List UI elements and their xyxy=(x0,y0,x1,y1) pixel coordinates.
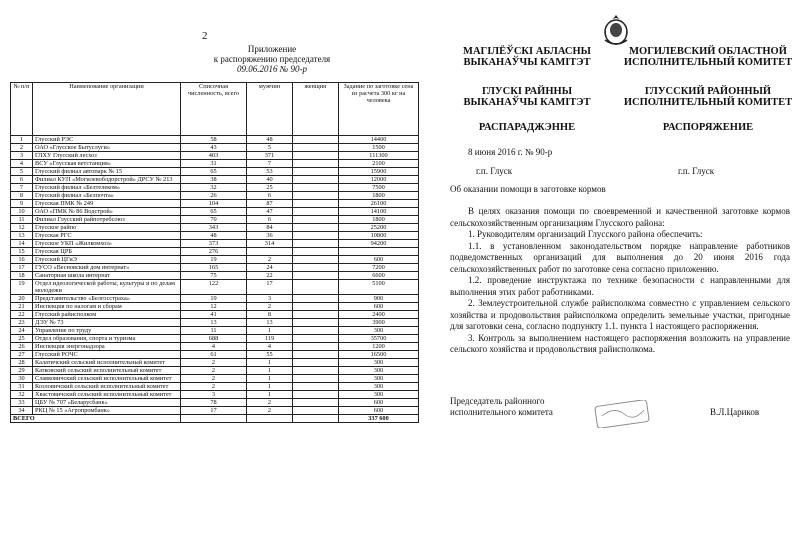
row-organization: Катковский сельский исполнительный комитет xyxy=(33,367,181,375)
row-men: 2 xyxy=(247,399,293,407)
table-row xyxy=(11,264,419,272)
row-headcount: 2 xyxy=(181,359,247,367)
row-headcount: 2 xyxy=(181,375,247,383)
row-number: 32 xyxy=(11,391,33,399)
signatory-title-2: исполнительного комитета xyxy=(450,407,553,417)
row-headcount: 78 xyxy=(181,399,247,407)
table-row xyxy=(11,160,419,168)
row-women xyxy=(293,216,339,224)
row-women xyxy=(293,168,339,176)
row-organization: Санаторная школа интернат xyxy=(33,272,181,280)
table-row xyxy=(11,208,419,216)
row-quota: 300 xyxy=(339,375,419,383)
row-number: 23 xyxy=(11,319,33,327)
row-number: 34 xyxy=(11,407,33,415)
header-right-3: ГЛУССКИЙ РАЙОННЫЙ xyxy=(644,86,772,97)
row-number: 4 xyxy=(11,160,33,168)
row-headcount: 17 xyxy=(181,407,247,415)
table-row xyxy=(11,224,419,232)
row-organization: Козловичский сельский исполнительный комитет xyxy=(33,383,181,391)
row-organization: Глусский филиал автопарк № 15 xyxy=(33,168,181,176)
table-row xyxy=(11,216,419,224)
row-women xyxy=(293,272,339,280)
row-quota: 2400 xyxy=(339,311,419,319)
row-number: 15 xyxy=(11,248,33,256)
row-organization: Глусский райисполком xyxy=(33,311,181,319)
row-men: 84 xyxy=(247,224,293,232)
signatory-title-1: Председатель районного xyxy=(450,396,545,406)
table-row xyxy=(11,200,419,208)
table-row xyxy=(11,248,419,256)
table-row xyxy=(11,399,419,407)
row-organization: Хвастовичский сельский исполнительный комитет xyxy=(33,391,181,399)
row-quota: 300 xyxy=(339,367,419,375)
row-quota: 14400 xyxy=(339,136,419,144)
table-row xyxy=(11,152,419,160)
col-header-women: женщин xyxy=(293,83,339,136)
table-row xyxy=(11,144,419,152)
order-paragraph: 1.2. проведение инструктажа по технике безопасности с направленными для выполнения этих работ работниками. xyxy=(450,275,790,297)
row-women xyxy=(293,335,339,343)
row-women xyxy=(293,280,339,295)
row-men: 1 xyxy=(247,367,293,375)
row-men: 53 xyxy=(247,168,293,176)
col-header-organization: Наименование организации xyxy=(33,83,181,136)
row-number: 5 xyxy=(11,168,33,176)
row-men: 371 xyxy=(247,152,293,160)
row-quota: 300 xyxy=(339,383,419,391)
row-headcount: 104 xyxy=(181,200,247,208)
row-number: 13 xyxy=(11,232,33,240)
order-title-by: РАСПАРАДЖЭННЕ xyxy=(478,122,576,133)
signatory-name: В.Л.Цариков xyxy=(710,407,760,417)
row-quota: 16500 xyxy=(339,351,419,359)
row-number: 24 xyxy=(11,327,33,335)
header-left-3: ГЛУСКІ РАЙННЫ xyxy=(482,86,572,97)
table-row xyxy=(11,367,419,375)
table-row xyxy=(11,136,419,144)
row-headcount: 12 xyxy=(181,303,247,311)
col-header-men: мужчин xyxy=(247,83,293,136)
row-number: 22 xyxy=(11,311,33,319)
col-header-quota: Задание по заготовке сена из расчета 300 кг на человека xyxy=(339,83,419,136)
appendix-date: 09.06.2016 № 90-р xyxy=(237,64,307,74)
row-women xyxy=(293,319,339,327)
table-row xyxy=(11,256,419,264)
row-women xyxy=(293,184,339,192)
row-number: 8 xyxy=(11,192,33,200)
row-number: 2 xyxy=(11,144,33,152)
row-quota: 111300 xyxy=(339,152,419,160)
row-headcount: 343 xyxy=(181,224,247,232)
row-women xyxy=(293,160,339,168)
row-number: 31 xyxy=(11,383,33,391)
row-women xyxy=(293,176,339,184)
row-quota: 12000 xyxy=(339,176,419,184)
state-emblem-icon xyxy=(602,14,630,48)
row-men: 40 xyxy=(247,176,293,184)
table-row xyxy=(11,343,419,351)
row-number: 18 xyxy=(11,272,33,280)
row-quota: 25200 xyxy=(339,224,419,232)
row-organization: Филиал КУП «Могилевоблдорстрой» ДРСУ № 213 xyxy=(33,176,181,184)
order-title-ru: РАСПОРЯЖЕНИЕ xyxy=(662,122,754,133)
row-men: 47 xyxy=(247,208,293,216)
row-headcount: 11 xyxy=(181,327,247,335)
row-organization: РКЦ № 15 «Агропромбанк» xyxy=(33,407,181,415)
row-women xyxy=(293,256,339,264)
place-right: г.п. Глуск xyxy=(678,166,715,176)
row-quota: 1800 xyxy=(339,216,419,224)
table-row xyxy=(11,280,419,295)
table-row xyxy=(11,303,419,311)
row-headcount: 65 xyxy=(181,208,247,216)
col-header-number: № п/п xyxy=(11,83,33,136)
row-number: 3 xyxy=(11,152,33,160)
row-women xyxy=(293,208,339,216)
table-row xyxy=(11,383,419,391)
order-page xyxy=(432,0,800,542)
row-men: 1 xyxy=(247,359,293,367)
row-organization: Отдел образования, спорта и туризма xyxy=(33,335,181,343)
row-headcount: 13 xyxy=(181,319,247,327)
row-quota: 600 xyxy=(339,256,419,264)
row-quota: 600 xyxy=(339,303,419,311)
header-left-4: ВЫКАНАЎЧЫ КАМІТЭТ xyxy=(463,97,591,108)
row-men: 3 xyxy=(247,295,293,303)
row-headcount: 19 xyxy=(181,295,247,303)
row-men: 5 xyxy=(247,144,293,152)
row-quota: 7200 xyxy=(339,264,419,272)
row-number: 21 xyxy=(11,303,33,311)
col-header-headcount: Списочная численность, всего xyxy=(181,83,247,136)
row-organization: Глусская ЦРБ xyxy=(33,248,181,256)
row-men: 17 xyxy=(247,280,293,295)
row-quota: 5100 xyxy=(339,280,419,295)
row-women xyxy=(293,407,339,415)
order-paragraph: 2. Землеустроительной службе райисполкома совместно с управлением сельского хозяйства и продовольствия райисполкома определить земельные участки, пригодные для заготовки сена, согласно подпункту 1.1. пункта 1 настоящего распоряжения. xyxy=(450,298,790,331)
row-men: 55 xyxy=(247,351,293,359)
row-men: 7 xyxy=(247,160,293,168)
row-quota: 35700 xyxy=(339,335,419,343)
row-women xyxy=(293,303,339,311)
row-women xyxy=(293,367,339,375)
row-women xyxy=(293,295,339,303)
row-headcount: 4 xyxy=(181,343,247,351)
table-row xyxy=(11,232,419,240)
table-row xyxy=(11,407,419,415)
row-number: 14 xyxy=(11,240,33,248)
row-headcount: 2 xyxy=(181,383,247,391)
table-row xyxy=(11,351,419,359)
order-subject: Об оказании помощи в заготовке кормов xyxy=(450,184,606,194)
row-men: 25 xyxy=(247,184,293,192)
row-quota: 3900 xyxy=(339,319,419,327)
appendix-title: Приложение xyxy=(247,44,297,54)
row-men: 87 xyxy=(247,200,293,208)
row-quota: 600 xyxy=(339,399,419,407)
row-women xyxy=(293,311,339,319)
table-row xyxy=(11,176,419,184)
row-quota: 1500 xyxy=(339,144,419,152)
table-row xyxy=(11,168,419,176)
row-quota: 14100 xyxy=(339,208,419,216)
row-number: 12 xyxy=(11,224,33,232)
row-quota: 94200 xyxy=(339,240,419,248)
row-quota: 600 xyxy=(339,407,419,415)
row-women xyxy=(293,375,339,383)
row-quota: 1200 xyxy=(339,343,419,351)
row-women xyxy=(293,343,339,351)
row-organization: Глусский филиал «Белпочта» xyxy=(33,192,181,200)
row-women xyxy=(293,264,339,272)
order-date: 8 июня 2016 г. № 90-р xyxy=(468,147,553,157)
table-row xyxy=(11,295,419,303)
row-headcount: 373 xyxy=(181,240,247,248)
row-women xyxy=(293,144,339,152)
row-number: 19 xyxy=(11,280,33,295)
header-right-1: МОГИЛЕВСКИЙ ОБЛАСТНОЙ xyxy=(629,46,787,57)
total-value: 337 600 xyxy=(339,415,419,423)
row-men: 2 xyxy=(247,303,293,311)
row-number: 11 xyxy=(11,216,33,224)
row-quota: 2100 xyxy=(339,160,419,168)
row-men: 13 xyxy=(247,319,293,327)
seal-stamp-icon xyxy=(594,400,650,428)
row-women xyxy=(293,240,339,248)
header-right-4: ИСПОЛНИТЕЛЬНЫЙ КОМИТЕТ xyxy=(623,97,793,108)
row-women xyxy=(293,200,339,208)
table-row xyxy=(11,375,419,383)
row-women xyxy=(293,383,339,391)
order-body xyxy=(450,206,790,356)
row-number: 30 xyxy=(11,375,33,383)
row-headcount: 48 xyxy=(181,232,247,240)
table-row xyxy=(11,272,419,280)
row-quota: 15900 xyxy=(339,168,419,176)
row-organization: Филиал Глусский райпотребсоюз xyxy=(33,216,181,224)
row-headcount: 276 xyxy=(181,248,247,256)
page-number: 2 xyxy=(202,30,208,42)
table-row xyxy=(11,327,419,335)
row-headcount: 403 xyxy=(181,152,247,160)
row-number: 1 xyxy=(11,136,33,144)
row-number: 33 xyxy=(11,399,33,407)
row-headcount: 26 xyxy=(181,192,247,200)
row-organization: Отдел идеологической работы, культуры и по делам молодежи xyxy=(33,280,181,295)
row-organization: Глусская РГС xyxy=(33,232,181,240)
row-quota: 1800 xyxy=(339,192,419,200)
row-organization: Глусский РЭС xyxy=(33,136,181,144)
row-organization: Глусский ЦГиЭ xyxy=(33,256,181,264)
row-quota: 300 xyxy=(339,391,419,399)
hay-quota-table xyxy=(10,82,419,423)
row-organization: Славковичский сельский исполнительный комитет xyxy=(33,375,181,383)
row-women xyxy=(293,152,339,160)
row-number: 6 xyxy=(11,176,33,184)
row-men: 314 xyxy=(247,240,293,248)
table-header-row xyxy=(11,83,419,136)
row-headcount: 38 xyxy=(181,176,247,184)
row-number: 17 xyxy=(11,264,33,272)
row-number: 26 xyxy=(11,343,33,351)
row-organization: ОАО «Глусское Бытуслуги» xyxy=(33,144,181,152)
row-men: 1 xyxy=(247,391,293,399)
row-men: 1 xyxy=(247,327,293,335)
row-number: 7 xyxy=(11,184,33,192)
table-row xyxy=(11,184,419,192)
row-women xyxy=(293,192,339,200)
row-headcount: 3 xyxy=(181,391,247,399)
row-women xyxy=(293,391,339,399)
row-women xyxy=(293,351,339,359)
row-men: 36 xyxy=(247,232,293,240)
row-headcount: 58 xyxy=(181,136,247,144)
row-organization: Глусское райпо xyxy=(33,224,181,232)
row-organization: Калатичский сельский исполнительный комитет xyxy=(33,359,181,367)
table-row xyxy=(11,240,419,248)
row-men: 2 xyxy=(247,407,293,415)
row-men: 48 xyxy=(247,136,293,144)
row-number: 27 xyxy=(11,351,33,359)
header-left-1: МАГІЛЁЎСКІ АБЛАСНЫ xyxy=(463,46,591,57)
row-organization: ГУСО «Весновский дом интернат» xyxy=(33,264,181,272)
row-quota: 26100 xyxy=(339,200,419,208)
header-left-2: ВЫКАНАЎЧЫ КАМІТЭТ xyxy=(463,57,591,68)
row-headcount: 688 xyxy=(181,335,247,343)
table-row xyxy=(11,192,419,200)
row-number: 10 xyxy=(11,208,33,216)
row-organization: ВСУ «Глусская ветстанция» xyxy=(33,160,181,168)
total-label: ВСЕГО xyxy=(11,415,181,423)
row-headcount: 165 xyxy=(181,264,247,272)
row-number: 20 xyxy=(11,295,33,303)
table-row xyxy=(11,335,419,343)
row-organization: Глусский РОЧС xyxy=(33,351,181,359)
row-quota: 300 xyxy=(339,327,419,335)
row-men: 24 xyxy=(247,264,293,272)
row-organization: Глусская ПМК № 249 xyxy=(33,200,181,208)
row-organization: Представительство «Белгосстраха» xyxy=(33,295,181,303)
row-headcount: 31 xyxy=(181,160,247,168)
row-quota: 6600 xyxy=(339,272,419,280)
row-number: 9 xyxy=(11,200,33,208)
row-organization: ЦБУ № 707 «Беларусбанк» xyxy=(33,399,181,407)
row-organization: Инспекция энергонадзора xyxy=(33,343,181,351)
row-quota: 300 xyxy=(339,359,419,367)
row-women xyxy=(293,327,339,335)
row-quota: 10800 xyxy=(339,232,419,240)
row-organization: Глусский филиал «Белтелеком» xyxy=(33,184,181,192)
row-men: 22 xyxy=(247,272,293,280)
row-men: 119 xyxy=(247,335,293,343)
row-headcount: 19 xyxy=(181,256,247,264)
row-organization: ДЭУ № 73 xyxy=(33,319,181,327)
row-number: 29 xyxy=(11,367,33,375)
row-headcount: 122 xyxy=(181,280,247,295)
order-paragraph: 1. Руководителям организаций Глусского района обеспечить: xyxy=(468,229,703,239)
row-headcount: 61 xyxy=(181,351,247,359)
row-headcount: 43 xyxy=(181,144,247,152)
row-quota xyxy=(339,248,419,256)
order-paragraph: 1.1. в установленном законодательством порядке направление работников подведомственных организаций для выполнения до 20 июня 2016 года сельскохозяйственных работ по заготовке сена согласно приложению. xyxy=(450,240,790,274)
row-men: 2 xyxy=(247,256,293,264)
table-row xyxy=(11,391,419,399)
row-headcount: 2 xyxy=(181,367,247,375)
row-headcount: 70 xyxy=(181,216,247,224)
row-number: 16 xyxy=(11,256,33,264)
order-paragraph: 3. Контроль за выполнением настоящего распоряжения возложить на управление сельского хозяйства и продовольствия райисполкома. xyxy=(450,332,790,354)
table-row xyxy=(11,359,419,367)
row-headcount: 32 xyxy=(181,184,247,192)
row-men: 6 xyxy=(247,192,293,200)
row-quota: 7500 xyxy=(339,184,419,192)
table-row xyxy=(11,319,419,327)
row-men: 1 xyxy=(247,383,293,391)
row-organization: ОАО «ПМК № 86 Водстрой» xyxy=(33,208,181,216)
appendix-header xyxy=(172,44,372,74)
table-body xyxy=(11,136,419,415)
row-men: 1 xyxy=(247,375,293,383)
row-women xyxy=(293,399,339,407)
row-women xyxy=(293,224,339,232)
row-men: 8 xyxy=(247,311,293,319)
place-left: г.п. Глуск xyxy=(476,166,513,176)
row-organization: Управление по труду xyxy=(33,327,181,335)
row-number: 28 xyxy=(11,359,33,367)
row-headcount: 75 xyxy=(181,272,247,280)
row-number: 25 xyxy=(11,335,33,343)
row-organization: ГЛХУ Глусский лесхоз xyxy=(33,152,181,160)
row-men: 6 xyxy=(247,216,293,224)
row-women xyxy=(293,359,339,367)
row-organization: Инспекция по налогам и сборам xyxy=(33,303,181,311)
table-total-row xyxy=(11,415,419,423)
row-quota: 900 xyxy=(339,295,419,303)
appendix-subtitle: к распоряжению председателя xyxy=(213,54,331,64)
table-row xyxy=(11,311,419,319)
order-paragraph: В целях оказания помощи по своевременной и качественной заготовке кормов сельскохозяйственным организациям Глусского района: xyxy=(450,206,790,228)
row-headcount: 65 xyxy=(181,168,247,176)
row-men: 4 xyxy=(247,343,293,351)
row-headcount: 41 xyxy=(181,311,247,319)
header-right-2: ИСПОЛНИТЕЛЬНЫЙ КОМИТЕТ xyxy=(623,57,793,68)
row-women xyxy=(293,248,339,256)
row-women xyxy=(293,232,339,240)
row-organization: Глусское УКП «Жилкомхоз» xyxy=(33,240,181,248)
row-men xyxy=(247,248,293,256)
row-women xyxy=(293,136,339,144)
